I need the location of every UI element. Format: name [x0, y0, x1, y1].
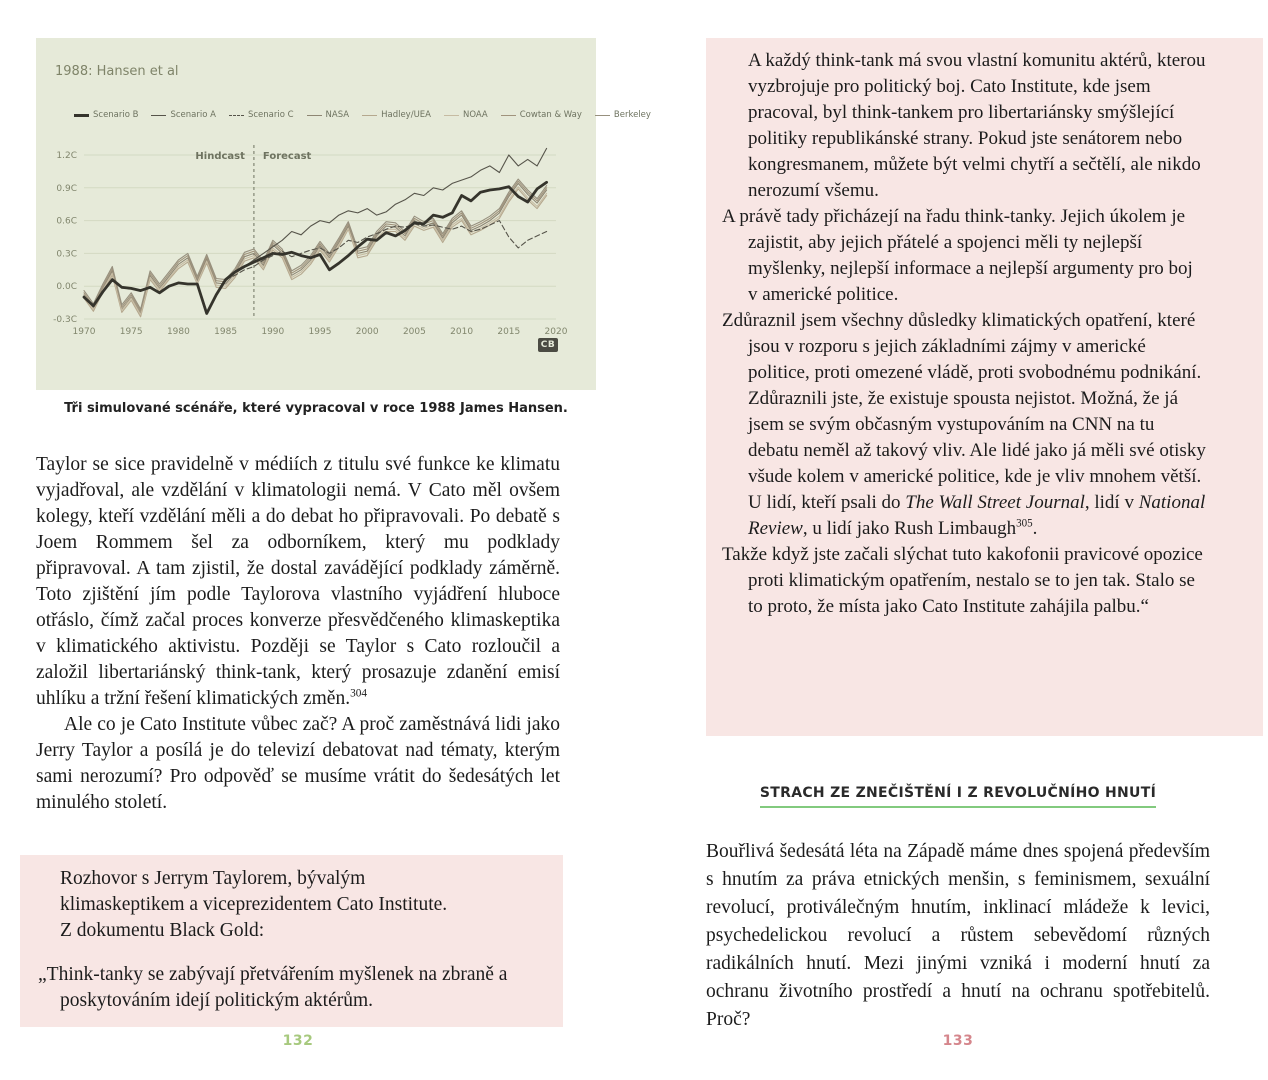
- svg-text:-0.3C: -0.3C: [53, 315, 77, 325]
- svg-text:1985: 1985: [214, 327, 238, 337]
- legend-label: Scenario C: [247, 110, 294, 120]
- svg-text:2005: 2005: [402, 327, 426, 337]
- svg-text:1.2C: 1.2C: [56, 151, 77, 161]
- svg-text:2020: 2020: [544, 327, 568, 337]
- footnote-ref-305: 305: [1016, 517, 1033, 530]
- left-paragraph-2: Ale co je Cato Institute vůbec zač? A proč zaměstnává lidi jako Jerry Taylor a posílá je do televizí debatovat nad tématy, kterým sami nerozumí? Pro odpověď se musíme vrátit do šedesátých let minulého století.: [36, 714, 560, 813]
- chart-title: 1988: Hansen et al: [55, 64, 179, 79]
- footnote-ref-304: 304: [350, 687, 368, 700]
- svg-text:2015: 2015: [497, 327, 521, 337]
- svg-text:1975: 1975: [119, 327, 143, 337]
- page-number-right: 133: [942, 1033, 974, 1049]
- quote-intro: [60, 866, 543, 944]
- italic-national-review: National Review: [748, 492, 1206, 539]
- legend-label: Scenario A: [170, 110, 216, 120]
- svg-text:0.6C: 0.6C: [56, 216, 77, 227]
- legend-item: [595, 110, 651, 120]
- right-quote-paragraph-1: A každý think-tank má svou vlastní komunitu aktérů, kterou vyzbrojuje pro politický boj. Cato Institute, kde jsem pracoval, byl think-tankem pro libertariánsky smýšlející politiky republikánské strany. Pokud jste senátorem nebo kongresmanem, můžete být velmi chytří a sečtělí, ale nikdo nerozumí všemu.: [748, 50, 1206, 201]
- svg-text:Forecast: Forecast: [262, 151, 312, 162]
- legend-label: NOAA: [462, 110, 488, 120]
- quote-intro-line: klimaskeptikem a viceprezidentem Cato Institute.: [60, 894, 448, 915]
- svg-text:Hindcast: Hindcast: [195, 151, 245, 162]
- svg-text:1995: 1995: [308, 327, 332, 337]
- hansen-chart-figure: [36, 38, 651, 390]
- svg-text:0.0C: 0.0C: [56, 282, 77, 293]
- carbon-brief-logo: CB: [538, 338, 558, 352]
- svg-text:0.3C: 0.3C: [56, 249, 77, 260]
- svg-text:1970: 1970: [72, 327, 96, 337]
- section-heading-text: STRACH ZE ZNEČIŠTĚNÍ I Z REVOLUČNÍHO HNUTÍ: [760, 785, 1156, 808]
- left-body-text: [36, 452, 560, 816]
- right-paragraph-1: Bouřlivá šedesátá léta na Západě máme dnes spojená především s hnutím za práva etnických menšin, s feminismem, sexuální revolucí, protiválečným hnutím, inklinací mládeže k levici, psychedelickou revolucí a růstem sebevědomí různých radikálních hnutí. Mezi jinými vzniká i moderní hnutí za ochranu životního prostředí a hnutí na ochranu spotřebitelů. Proč?: [706, 841, 1210, 1030]
- right-quote-paragraph-4: Takže když jste začali slýchat tuto kakofonii pravicové opozice proti klimatickým opatřením, nestalo se to jen tak. Stalo se to proto, že místa jako Cato Institute zahájila palbu.“: [722, 544, 1203, 617]
- page-number-left: 132: [282, 1033, 314, 1049]
- left-quote-box: [20, 855, 563, 1027]
- right-body-text: [706, 838, 1210, 1034]
- hansen-chart-svg: [36, 38, 596, 390]
- right-quote-paragraph-3: Zdůraznil jsem všechny důsledky klimatických opatření, které jsou v rozporu s jejich základními zájmy v americké politice, proti omezené vládě, proti svobodnému podnikání. Zdůraznili jste, že existuje spousta nejistot. Možná, že já jsem se svým občasným vystupováním na CNN na tu debatu neměl až takový vliv. Ale lidé jako já měli své otisky všude kolem v americké politice, kde je vliv mnohem větší. U lidí, kteří psali do The Wall Street Journal, lidí v National Review, u lidí jako Rush Limbaugh$^{305}$.: [722, 310, 1206, 539]
- left-paragraph-1: Taylor se sice pravidelně v médiích z titulu své funkce ke klimatu vyjadřoval, ale vzdělání v klimatologii nemá. V Cato měl ovšem kolegy, kteří vzdělání měli a do debat ho připravovali. Po debatě s Joem Rommem šel za odborníkem, který mu podklady připravoval. A tam zjistil, že dostal zavádějící podklady záměrně. Toto zjištění jím podle Taylorova vlastního vyjádření hluboce otřáslo, čímž začal proces konverze přesvědčeného klimaskeptika v klimatického aktivistu. Později se Taylor s Cato rozloučil a založil libertariánský think-tank, který prosazuje zdanění emisí uhlíku a tržní řešení klimatických změn.$^{304}$: [36, 454, 560, 709]
- right-quote-box: [706, 38, 1263, 736]
- legend-line-swatch: [595, 115, 610, 116]
- right-quote-paragraph-2: A právě tady přicházejí na řadu think-tanky. Jejich úkolem je zajistit, aby jejich přátelé a spojenci měli ty nejlepší myšlenky, nejlepší informace a nejlepší argumenty pro boj v americké politice.: [722, 206, 1193, 305]
- svg-text:2000: 2000: [355, 327, 379, 337]
- quote-intro-line: Z dokumentu Black Gold:: [60, 920, 265, 941]
- section-heading: [706, 784, 1210, 808]
- figure-caption: Tři simulované scénáře, které vypracoval v roce 1988 James Hansen.: [64, 401, 568, 416]
- svg-text:2010: 2010: [450, 327, 474, 337]
- legend-label: Berkeley: [613, 110, 651, 120]
- legend-label: Scenario B: [93, 110, 139, 120]
- legend-label: Cowtan & Way: [519, 110, 582, 120]
- svg-text:1990: 1990: [261, 327, 285, 337]
- quote-text: „Think-tanky se zabývají přetvářením myšlenek na zbraně a poskytováním idejí politickým aktérům.: [38, 964, 508, 1011]
- quote-intro-line: Rozhovor s Jerrym Taylorem, bývalým: [60, 868, 366, 889]
- svg-text:0.9C: 0.9C: [56, 183, 77, 194]
- legend-label: NASA: [325, 110, 350, 120]
- italic-wall-street-journal: The Wall Street Journal: [905, 492, 1085, 513]
- svg-text:1980: 1980: [166, 327, 190, 337]
- legend-label: Hadley/UEA: [381, 110, 431, 120]
